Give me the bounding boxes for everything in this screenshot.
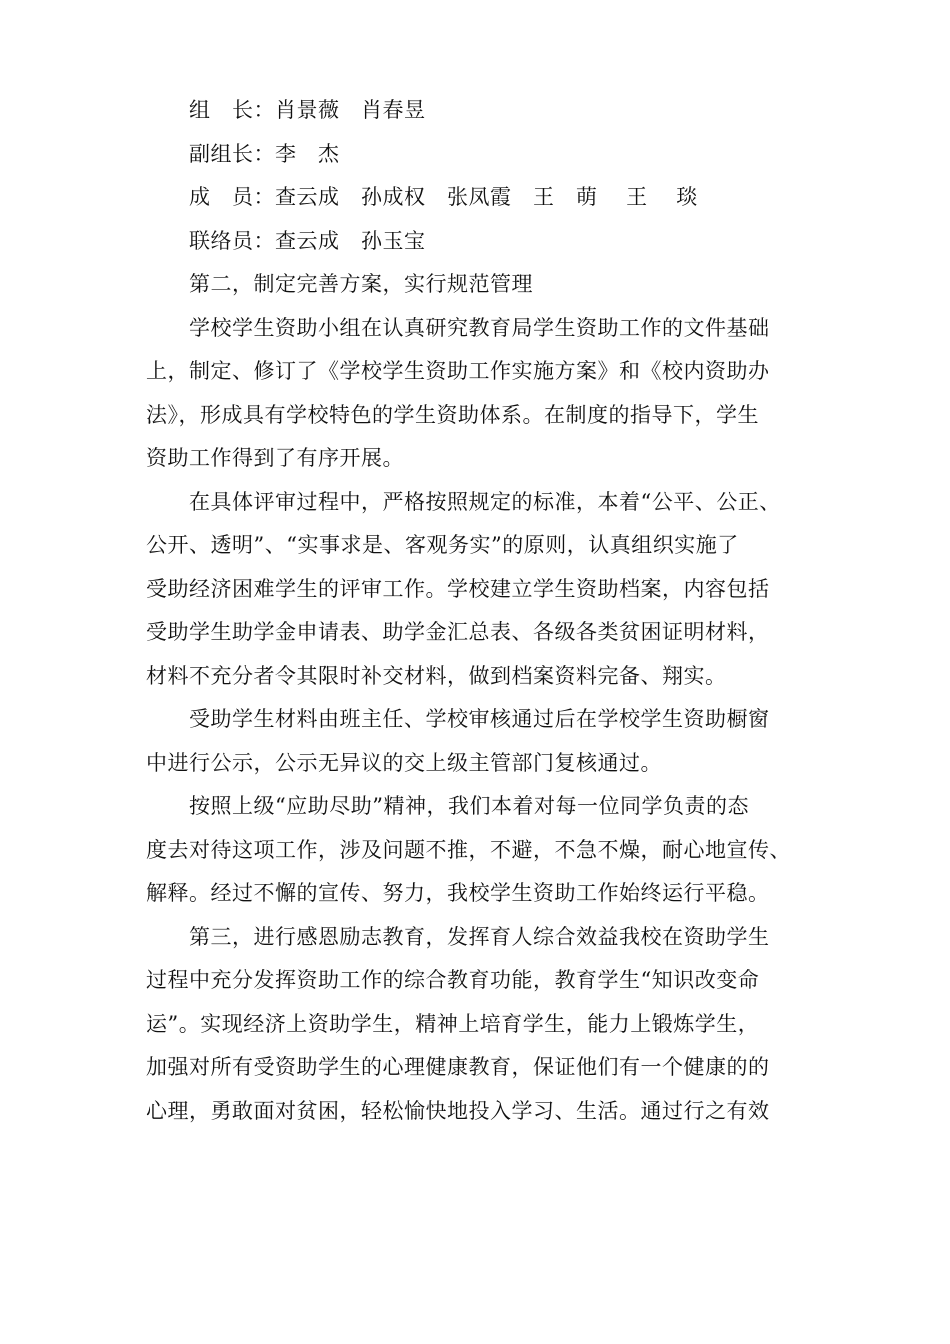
leader-line: 组 长：肖景薇 肖春昱 — [189, 98, 426, 122]
paragraph-line: 公开、透明”、“实事求是、客观务实”的原则，认真组织实施了 — [146, 533, 739, 557]
paragraph-line: 资助工作得到了有序开展。 — [146, 446, 404, 470]
paragraph-line: 度去对待这项工作，涉及问题不推，不避，不急不燥，耐心地宣传、 — [146, 838, 791, 862]
section-heading-third: 第三，进行感恩励志教育，发挥育人综合效益我校在资助学生 — [189, 925, 770, 949]
paragraph-line: 加强对所有受资助学生的心理健康教育，保证他们有一个健康的的 — [146, 1055, 770, 1079]
paragraph-line: 受助经济困难学生的评审工作。学校建立学生资助档案，内容包括 — [146, 577, 770, 601]
paragraph-line: 按照上级“应助尽助”精神，我们本着对每一位同学负责的态 — [189, 794, 749, 818]
paragraph-line: 材料不充分者令其限时补交材料，做到档案资料完备、翔实。 — [146, 664, 727, 688]
paragraph-line: 法》，形成具有学校特色的学生资助体系。在制度的指导下，学生 — [146, 403, 759, 427]
paragraph-line: 受助学生材料由班主任、学校审核通过后在学校学生资助橱窗 — [189, 707, 770, 731]
paragraph-line: 在具体评审过程中，严格按照规定的标准，本着“公平、公正、 — [189, 490, 781, 514]
section-heading-second: 第二，制定完善方案，实行规范管理 — [189, 272, 533, 296]
liaison-line: 联络员：查云成 孙玉宝 — [189, 229, 426, 253]
deputy-leader-line: 副组长：李 杰 — [189, 142, 340, 166]
paragraph-line: 上，制定、修订了《学校学生资助工作实施方案》和《校内资助办 — [146, 359, 770, 383]
paragraph-line: 学校学生资助小组在认真研究教育局学生资助工作的文件基础 — [189, 316, 770, 340]
paragraph-line: 运”。实现经济上资助学生，精神上培育学生，能力上锻炼学生， — [146, 1012, 760, 1036]
members-line: 成 员：查云成 孙成权 张凤霞 王 萌 王 琰 — [189, 185, 698, 209]
paragraph-line: 心理，勇敢面对贫困，轻松愉快地投入学习、生活。通过行之有效 — [146, 1099, 770, 1123]
paragraph-line: 受助学生助学金申请表、助学金汇总表、各级各类贫困证明材料， — [146, 620, 770, 644]
paragraph-line: 过程中充分发挥资助工作的综合教育功能，教育学生“知识改变命 — [146, 968, 760, 992]
paragraph-line: 中进行公示，公示无异议的交上级主管部门复核通过。 — [146, 751, 662, 775]
paragraph-line: 解释。经过不懈的宣传、努力，我校学生资助工作始终运行平稳。 — [146, 881, 770, 905]
